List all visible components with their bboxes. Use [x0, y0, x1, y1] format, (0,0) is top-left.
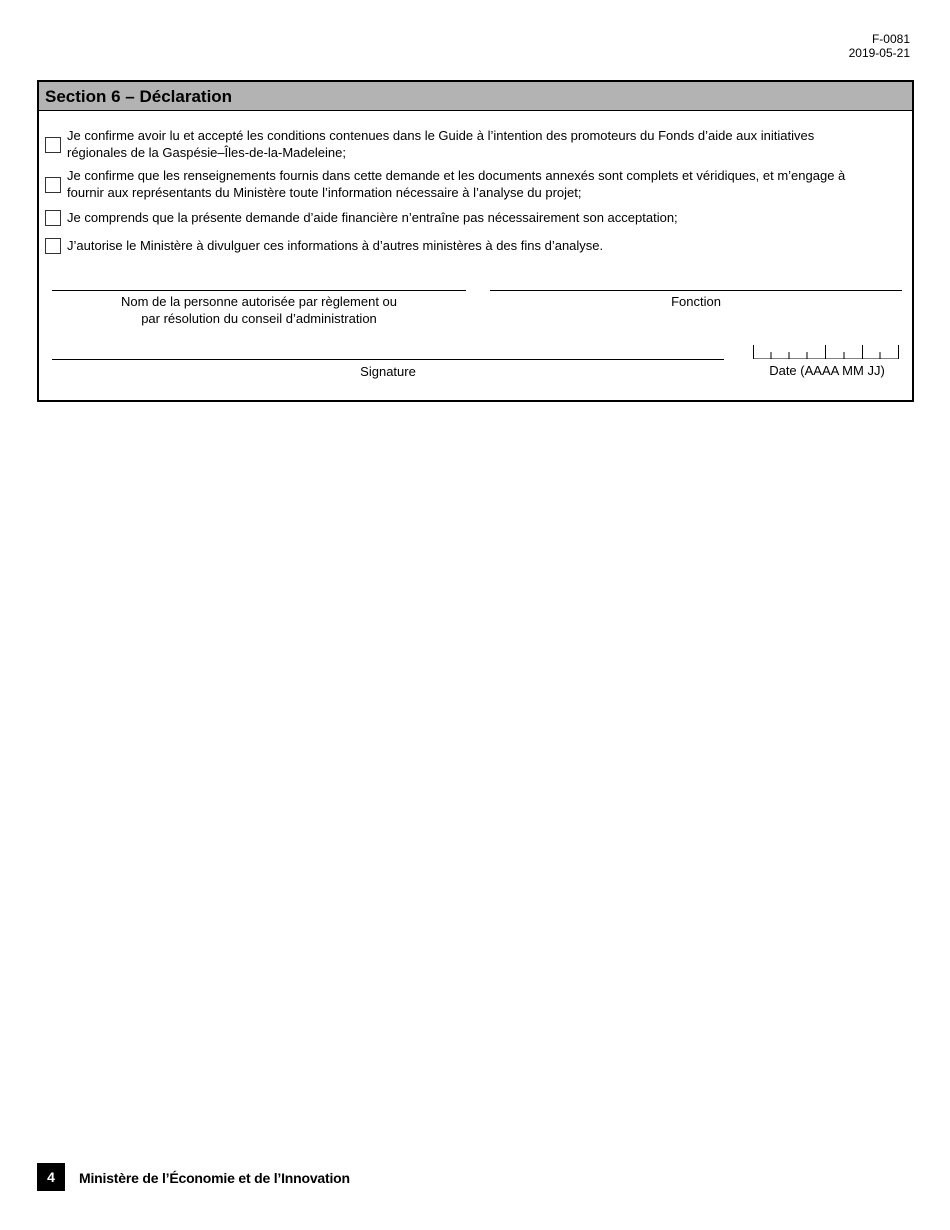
form-date: 2019-05-21	[848, 46, 910, 60]
declaration-text-1-line2: régionales de la Gaspésie–Îles-de-la-Madeleine;	[67, 144, 346, 160]
section-title: Section 6 – Déclaration	[39, 82, 912, 111]
date-caption: Date (AAAA MM JJ)	[769, 363, 885, 378]
declaration-text-2-line1: Je confirme que les renseignements fournis dans cette demande et les documents annexés sont complets et véridiques, et m’engage à	[67, 168, 846, 183]
ministry-name: Ministère de l’Économie et de l’Innovation	[79, 1170, 350, 1186]
date-input-boxes[interactable]	[753, 345, 899, 359]
declaration-text-4: J’autorise le Ministère à divulguer ces informations à d’autres ministères à des fins d’analyse.	[67, 238, 604, 253]
declaration-item-4	[45, 238, 906, 255]
form-identifier	[849, 32, 910, 60]
function-caption: Fonction	[671, 294, 721, 309]
name-caption-line1: Nom de la personne autorisée par règlement ou	[120, 294, 398, 309]
form-code: F-0081	[871, 32, 910, 46]
signature-field-line[interactable]	[52, 359, 724, 360]
declaration-checkbox-2[interactable]	[45, 177, 61, 193]
declaration-item-2	[45, 168, 906, 201]
function-field-line[interactable]	[490, 290, 902, 291]
declaration-text-1-line1: Je confirme avoir lu et accepté les conditions contenues dans le Guide à l’intention des promoteurs du Fonds d’aide aux initiatives	[67, 128, 815, 143]
name-field-caption	[52, 293, 466, 327]
declaration-section	[37, 80, 914, 402]
declaration-checkbox-1[interactable]	[45, 137, 61, 153]
signature-caption: Signature	[360, 364, 416, 379]
name-field-line[interactable]	[52, 290, 466, 291]
declaration-item-3	[45, 210, 906, 227]
date-tick-marks	[753, 345, 899, 359]
declaration-checkbox-3[interactable]	[45, 210, 61, 226]
declaration-checkbox-4[interactable]	[45, 238, 61, 254]
declaration-item-1	[45, 128, 906, 161]
declaration-text-3: Je comprends que la présente demande d’aide financière n’entraîne pas nécessairement son acceptation;	[67, 210, 678, 225]
declaration-text-2-line2: fournir aux représentants du Ministère toute l’information nécessaire à l’analyse du projet;	[67, 184, 582, 200]
page-number: 4	[37, 1163, 65, 1191]
name-caption-line2: par résolution du conseil d’administration	[141, 311, 377, 326]
